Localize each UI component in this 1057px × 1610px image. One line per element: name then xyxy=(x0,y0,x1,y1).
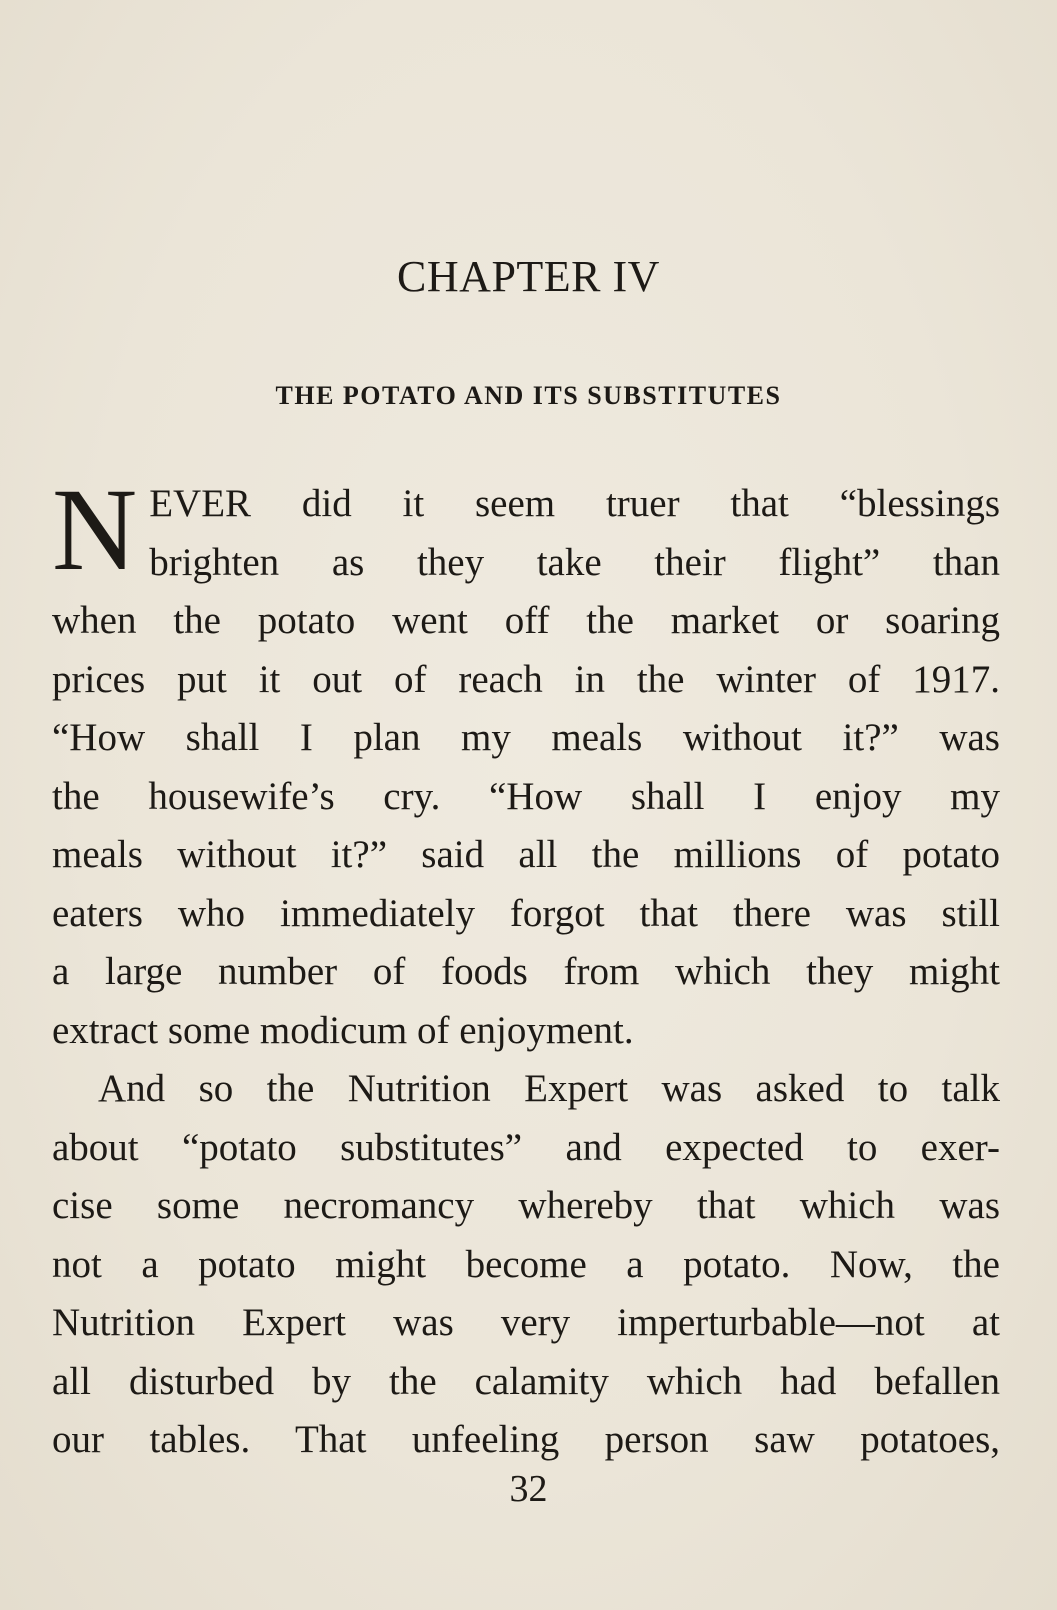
text-line: about “potato substitutes” and expected to exer- xyxy=(52,1125,1000,1169)
drop-cap: N xyxy=(52,464,138,595)
text-line: Nutrition Expert was very imperturbable—not at xyxy=(52,1301,1000,1344)
body-text xyxy=(52,464,1000,1470)
page-number: 32 xyxy=(509,1468,548,1510)
text-line: not a potato might become a potato. Now, the xyxy=(52,1242,1000,1286)
text-line: our tables. That unfeeling person saw potatoes, xyxy=(52,1418,1000,1461)
text-line: eaters who immediately forgot that there was still xyxy=(52,891,1000,935)
text-line: meals without it?” said all the millions of potato xyxy=(52,833,1000,876)
text-line: brighten as they take their flight” than xyxy=(149,540,1000,584)
text-line: extract some modicum of enjoyment. xyxy=(52,1008,634,1052)
text-line: a large number of foods from which they might xyxy=(52,950,1000,993)
text-line: prices put it out of reach in the winter of 1917. xyxy=(52,657,1000,701)
text-line: “How shall I plan my meals without it?” was xyxy=(52,716,1000,759)
paragraph-1 xyxy=(52,464,1000,1060)
text-line: when the potato went off the market or soaring xyxy=(52,599,1000,642)
text-line: cise some necromancy whereby that which was xyxy=(52,1184,1000,1227)
text-line: And so the Nutrition Expert was asked to talk xyxy=(98,1067,1000,1110)
text-line: EVER did it seem truer that “blessings xyxy=(149,482,1000,525)
text-line: the housewife’s cry. “How shall I enjoy my xyxy=(52,774,1000,818)
paragraph-2 xyxy=(52,1060,1000,1470)
chapter-title: CHAPTER IV xyxy=(397,252,660,301)
chapter-subtitle: THE POTATO AND ITS SUBSTITUTES xyxy=(275,381,782,410)
text-line: all disturbed by the calamity which had befallen xyxy=(52,1359,1000,1403)
